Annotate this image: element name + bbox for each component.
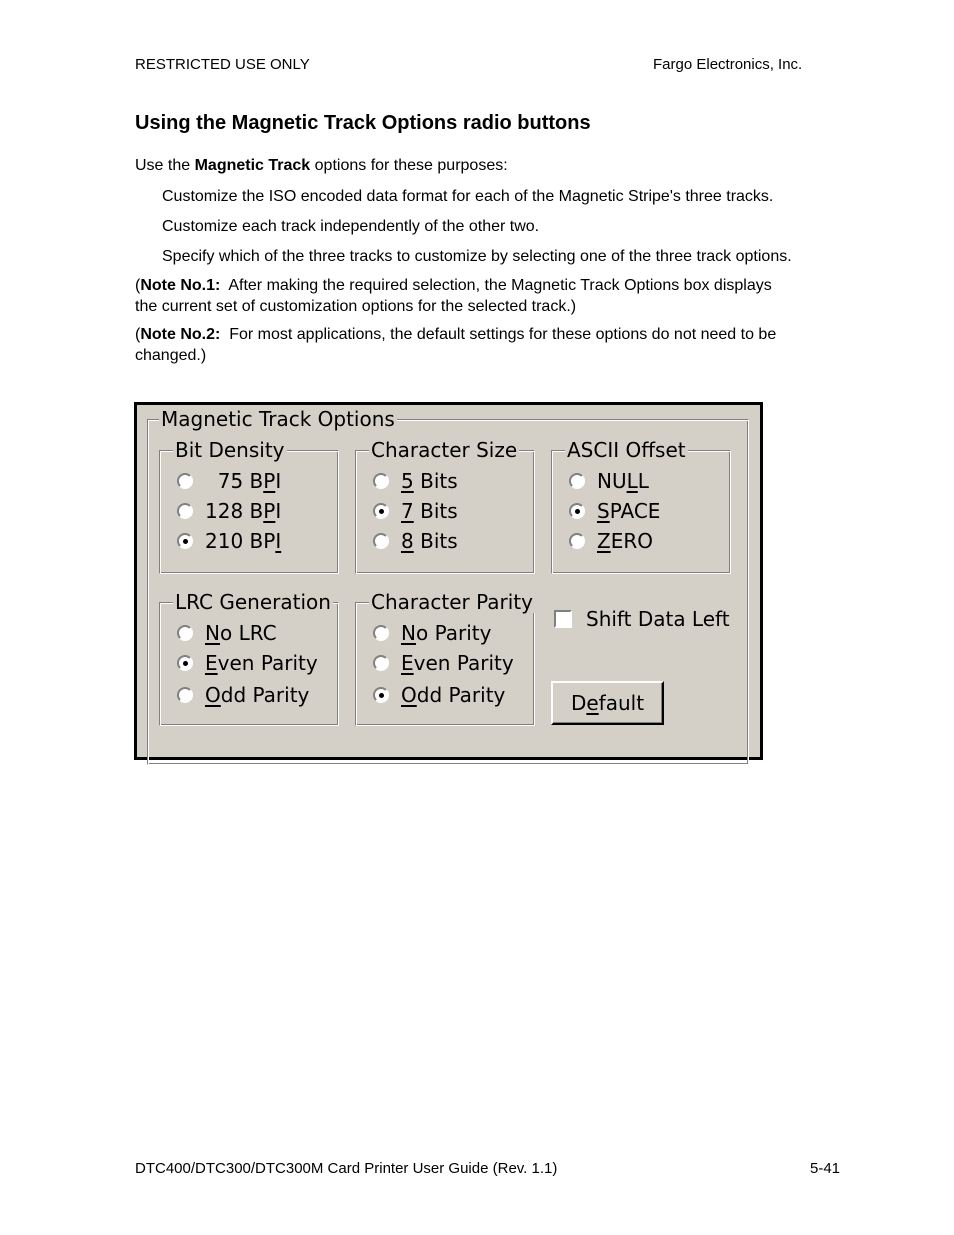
radio-label-accel: 8 — [401, 529, 414, 553]
radio-5-bits[interactable] — [373, 468, 458, 494]
header-right: Fargo Electronics, Inc. — [653, 56, 803, 73]
intro-pre: Use the — [135, 157, 195, 174]
radio-char-odd-parity[interactable] — [373, 682, 505, 708]
radio-button[interactable] — [373, 473, 389, 489]
section-title: Using the Magnetic Track Options radio buttons — [135, 112, 591, 134]
radio-label-accel: N — [205, 621, 220, 645]
radio-8-bits[interactable] — [373, 528, 458, 554]
radio-label-post: PACE — [609, 499, 661, 523]
radio-label-accel: S — [597, 499, 610, 523]
radio-no-parity[interactable] — [373, 620, 491, 646]
intro-bold: Magnetic Track — [194, 157, 311, 174]
radio-label-post: I — [275, 469, 282, 493]
radio-button[interactable] — [373, 533, 389, 549]
magnetic-track-options-title: Magnetic Track Options — [161, 407, 395, 431]
note2-line2: changed.) — [135, 347, 207, 364]
note1-open: ( — [135, 277, 141, 294]
radio-button[interactable] — [177, 625, 193, 641]
radio-button-selected[interactable] — [177, 655, 193, 671]
radio-button-selected[interactable] — [373, 687, 389, 703]
note2-label: Note No.2: — [140, 326, 221, 343]
radio-label-accel: 5 — [401, 469, 414, 493]
intro-post: options for these purposes: — [310, 157, 508, 174]
radio-label-accel: E — [205, 651, 218, 675]
radio-zero[interactable] — [569, 528, 653, 554]
bullet-2: Customize each track independently of the other two. — [162, 218, 540, 235]
radio-label-pre: NU — [597, 469, 627, 493]
radio-label-post: Bits — [413, 469, 458, 493]
bullet-1: Customize the ISO encoded data format for each of the Magnetic Stripe's three tracks. — [162, 188, 774, 205]
radio-label-post: I — [275, 499, 282, 523]
radio-128-bpi[interactable] — [177, 498, 281, 524]
header-left: RESTRICTED USE ONLY — [135, 56, 310, 73]
bullet-3: Specify which of the three tracks to customize by selecting one of the three track options. — [162, 248, 792, 265]
character-parity-legend: Character Parity — [371, 590, 533, 614]
radio-button[interactable] — [177, 473, 193, 489]
radio-label-post: o LRC — [219, 621, 277, 645]
radio-label-post: dd Parity — [416, 683, 506, 707]
radio-button-selected[interactable] — [569, 503, 585, 519]
radio-label-post: o Parity — [415, 621, 492, 645]
radio-label-accel: P — [263, 469, 276, 493]
footer-left: DTC400/DTC300/DTC300M Card Printer User Guide (Rev. 1.1) — [135, 1160, 558, 1177]
note-2 — [135, 324, 835, 366]
radio-lrc-odd-parity[interactable] — [177, 682, 309, 708]
radio-null[interactable] — [569, 468, 649, 494]
default-button-accel: e — [586, 691, 599, 715]
radio-label-pre: 128 B — [205, 499, 264, 523]
radio-button[interactable] — [569, 473, 585, 489]
radio-label-accel: O — [205, 683, 221, 707]
radio-label-post: Bits — [413, 499, 458, 523]
footer-page-number: 5-41 — [810, 1160, 841, 1177]
radio-label-accel: O — [401, 683, 417, 707]
shift-data-left-label[interactable]: Shift Data Left — [586, 607, 730, 631]
radio-lrc-even-parity[interactable] — [177, 650, 318, 676]
radio-label-accel: P — [263, 499, 276, 523]
radio-char-even-parity[interactable] — [373, 650, 514, 676]
ascii-offset-legend: ASCII Offset — [567, 438, 686, 462]
radio-button[interactable] — [569, 533, 585, 549]
radio-label-accel: I — [275, 529, 282, 553]
shift-data-left-checkbox[interactable] — [554, 610, 572, 628]
radio-label-accel: 7 — [401, 499, 414, 523]
radio-label-post: ven Parity — [217, 651, 318, 675]
radio-space[interactable] — [569, 498, 660, 524]
radio-button-selected[interactable] — [177, 533, 193, 549]
default-button[interactable] — [551, 681, 664, 725]
note2-open: ( — [135, 326, 141, 343]
radio-label-accel: E — [401, 651, 414, 675]
radio-label-accel: L — [626, 469, 638, 493]
note2-line1: For most applications, the default settings for these options do not need to be — [220, 326, 777, 343]
magnetic-track-options-dialog — [134, 402, 763, 760]
radio-button[interactable] — [177, 687, 193, 703]
character-size-legend: Character Size — [371, 438, 518, 462]
radio-label-post: Bits — [413, 529, 458, 553]
intro-paragraph — [135, 155, 508, 176]
radio-label-accel: Z — [597, 529, 611, 553]
note1-line1: After making the required selection, the Magnetic Track Options box displays — [220, 277, 772, 294]
radio-label-post: dd Parity — [220, 683, 310, 707]
radio-label-accel: N — [401, 621, 416, 645]
radio-75-bpi[interactable] — [177, 468, 281, 494]
radio-210-bpi[interactable] — [177, 528, 281, 554]
radio-button[interactable] — [177, 503, 193, 519]
lrc-generation-legend: LRC Generation — [175, 590, 331, 614]
radio-label-post: ERO — [610, 529, 653, 553]
default-button-post: fault — [598, 691, 645, 715]
radio-label-pre: 75 B — [205, 469, 264, 493]
note-1 — [135, 275, 835, 317]
default-button-pre: D — [570, 691, 587, 715]
radio-button-selected[interactable] — [373, 503, 389, 519]
radio-button[interactable] — [373, 655, 389, 671]
note1-line2: the current set of customization options for the selected track.) — [135, 298, 577, 315]
radio-label-pre: 210 BP — [205, 529, 276, 553]
bit-density-legend: Bit Density — [175, 438, 285, 462]
radio-no-lrc[interactable] — [177, 620, 277, 646]
note1-label: Note No.1: — [140, 277, 221, 294]
radio-7-bits[interactable] — [373, 498, 458, 524]
radio-button[interactable] — [373, 625, 389, 641]
radio-label-post: ven Parity — [413, 651, 514, 675]
radio-label-post: L — [637, 469, 649, 493]
